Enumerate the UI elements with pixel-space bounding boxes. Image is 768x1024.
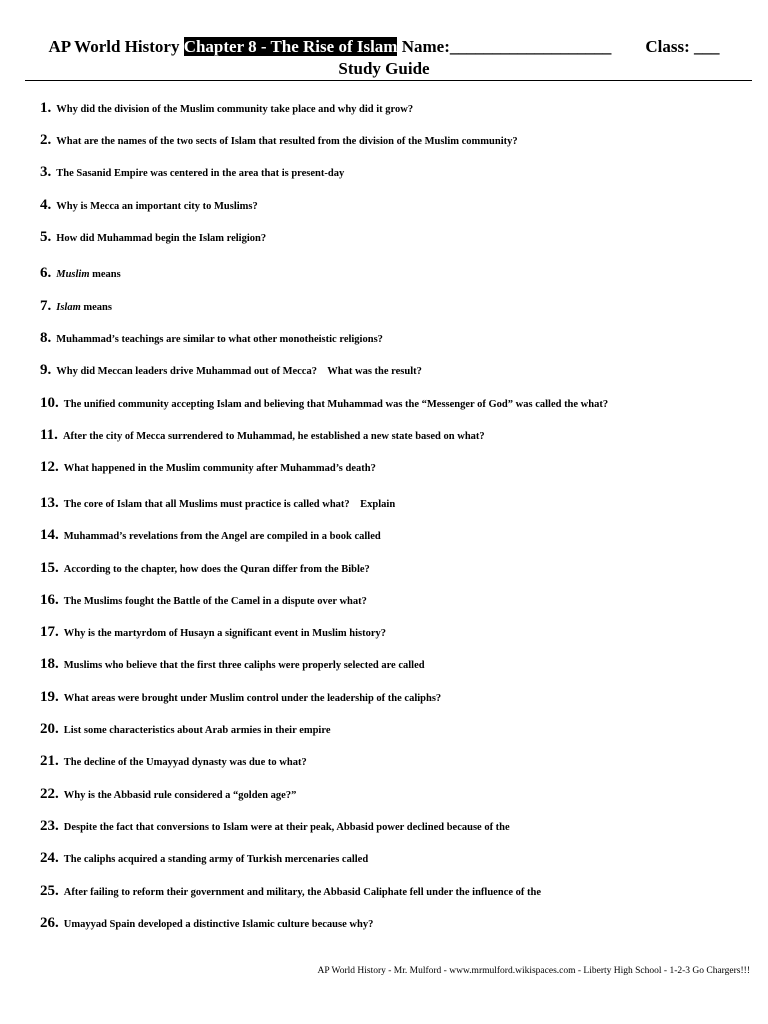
question-22 [40, 786, 752, 804]
question-term: Islam [56, 302, 81, 313]
question-number: 14. [40, 527, 59, 543]
question-text: Why is the martyrdom of Husayn a significant event in Muslim history? [63, 628, 387, 639]
question-text: means [89, 269, 121, 280]
question-text: According to the chapter, how does the Quran differ from the Bible? [63, 564, 370, 575]
question-8 [40, 330, 752, 348]
question-12 [40, 459, 752, 477]
question-number: 9. [40, 362, 52, 378]
question-number: 5. [40, 229, 52, 245]
question-23 [40, 818, 752, 836]
question-text: The unified community accepting Islam and believing that Muhammad was the “Messenger of God” was called the what? [63, 399, 609, 410]
question-number: 8. [40, 330, 52, 346]
question-number: 11. [40, 427, 58, 443]
question-text: Why is the Abbasid rule considered a “golden age?” [63, 790, 297, 801]
question-18 [40, 656, 752, 674]
question-number: 17. [40, 624, 59, 640]
question-5 [40, 229, 752, 247]
question-9 [40, 362, 752, 380]
footer-credit: AP World History - Mr. Mulford - www.mrmulford.wikispaces.com - Liberty High School - 1-2-3 Go Chargers!!! [317, 966, 750, 976]
question-number: 25. [40, 883, 59, 899]
question-text: Muhammad’s revelations from the Angel are compiled in a book called [63, 531, 381, 542]
question-text: Why did Meccan leaders drive Muhammad out of Mecca? What was the result? [56, 366, 422, 377]
worksheet-header [0, 36, 768, 80]
question-text: means [80, 302, 112, 313]
question-number: 23. [40, 818, 59, 834]
question-6 [40, 265, 752, 283]
question-number: 10. [40, 395, 59, 411]
question-number: 16. [40, 592, 59, 608]
question-number: 20. [40, 721, 59, 737]
question-21 [40, 753, 752, 771]
question-number: 1. [40, 100, 52, 116]
question-text: Muslims who believe that the first three caliphs were properly selected are called [63, 660, 425, 671]
question-number: 2. [40, 132, 52, 148]
question-term: Muslim [56, 269, 90, 280]
question-text: The core of Islam that all Muslims must practice is called what? Explain [63, 499, 396, 510]
question-number: 6. [40, 265, 52, 281]
question-text: The caliphs acquired a standing army of Turkish mercenaries called [63, 854, 369, 865]
question-number: 7. [40, 298, 52, 314]
question-number: 15. [40, 560, 59, 576]
question-14 [40, 527, 752, 545]
question-text: What are the names of the two sects of Islam that resulted from the division of the Muslim community? [56, 136, 518, 147]
question-number: 22. [40, 786, 59, 802]
question-number: 4. [40, 197, 52, 213]
question-text: Why is Mecca an important city to Muslims? [56, 201, 258, 212]
header-line-1 [0, 36, 768, 58]
name-field-label: Name:___________________ [397, 37, 612, 56]
question-text: After failing to reform their government and military, the Abbasid Caliphate fell under the influence of the [63, 887, 541, 898]
question-11 [40, 427, 752, 445]
question-15 [40, 560, 752, 578]
question-number: 19. [40, 689, 59, 705]
question-3 [40, 164, 752, 182]
question-4 [40, 197, 752, 215]
header-spacer [611, 37, 645, 56]
question-text: After the city of Mecca surrendered to Muhammad, he established a new state based on what? [62, 431, 485, 442]
question-20 [40, 721, 752, 739]
question-2 [40, 132, 752, 150]
class-field-label: Class: ___ [645, 37, 720, 56]
question-text: The Sasanid Empire was centered in the area that is present-day [56, 168, 345, 179]
question-25 [40, 883, 752, 901]
question-text: The Muslims fought the Battle of the Camel in a dispute over what? [63, 596, 367, 607]
question-19 [40, 689, 752, 707]
question-text: Why did the division of the Muslim community take place and why did it grow? [56, 104, 414, 115]
question-24 [40, 850, 752, 868]
question-text: Despite the fact that conversions to Islam were at their peak, Abbasid power declined because of the [63, 822, 510, 833]
question-number: 18. [40, 656, 59, 672]
subtitle: Study Guide [338, 59, 430, 78]
question-number: 21. [40, 753, 59, 769]
question-number: 26. [40, 915, 59, 931]
question-text: Muhammad’s teachings are similar to what other monotheistic religions? [56, 334, 383, 345]
question-number: 3. [40, 164, 52, 180]
header-divider [25, 80, 752, 81]
question-number: 12. [40, 459, 59, 475]
question-text: List some characteristics about Arab armies in their empire [63, 725, 331, 736]
question-text: How did Muhammad begin the Islam religion? [56, 233, 267, 244]
question-number: 24. [40, 850, 59, 866]
question-text: What happened in the Muslim community after Muhammad’s death? [63, 463, 376, 474]
question-1 [40, 100, 752, 118]
question-16 [40, 592, 752, 610]
course-title: AP World History [48, 37, 184, 56]
question-13 [40, 495, 752, 513]
question-7 [40, 298, 752, 316]
question-text: The decline of the Umayyad dynasty was due to what? [63, 757, 307, 768]
chapter-title: Chapter 8 - The Rise of Islam [183, 37, 398, 56]
question-26 [40, 915, 752, 933]
question-number: 13. [40, 495, 59, 511]
question-text: What areas were brought under Muslim control under the leadership of the caliphs? [63, 693, 442, 704]
question-10 [40, 395, 752, 413]
question-17 [40, 624, 752, 642]
question-text: Umayyad Spain developed a distinctive Islamic culture because why? [63, 919, 374, 930]
